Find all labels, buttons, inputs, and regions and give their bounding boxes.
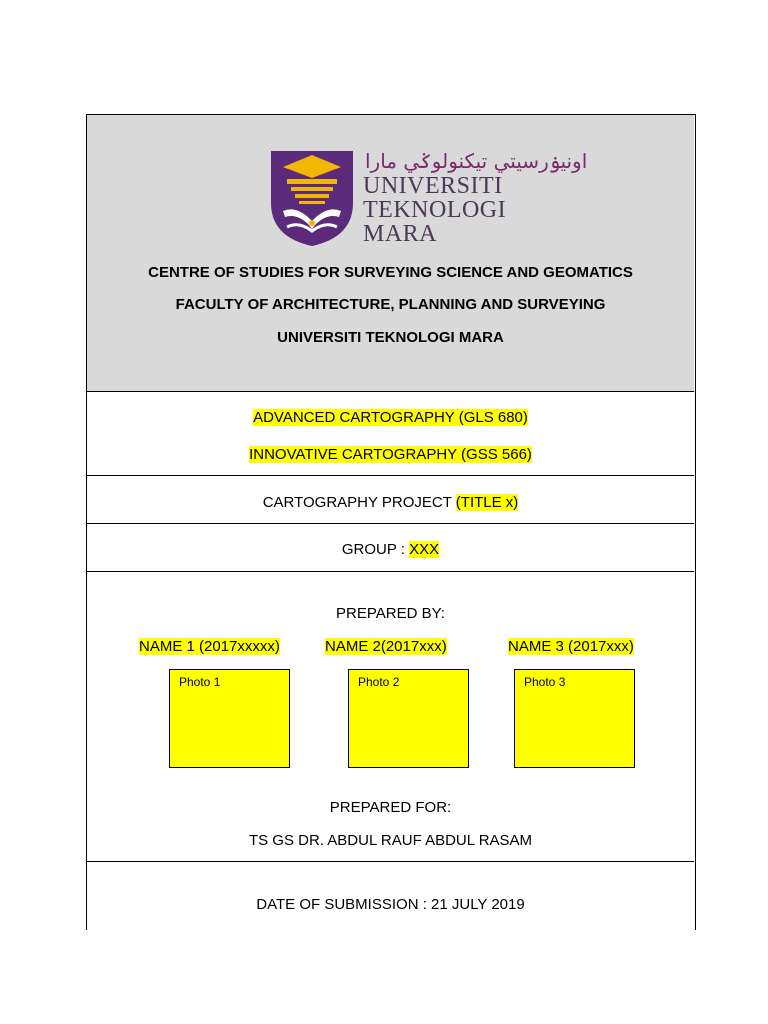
group-value: XXX [409, 541, 440, 558]
member-name-1-text: NAME 1 (2017xxxxx) [139, 638, 280, 655]
prepared-by-label: PREPARED BY: [336, 605, 445, 622]
photo-label-2: Photo 2 [358, 675, 400, 689]
divider [87, 523, 694, 524]
university-name: UNIVERSITI TEKNOLOGI MARA [277, 329, 504, 346]
centre-name: CENTRE OF STUDIES FOR SURVEYING SCIENCE AND GEOMATICS [148, 264, 633, 281]
divider [87, 475, 694, 476]
project-title: (TITLE x) [455, 494, 519, 511]
divider [87, 861, 694, 862]
prepared-for-label: PREPARED FOR: [329, 799, 452, 816]
logo-line-2: TEKNOLOGI [363, 197, 507, 223]
photo-placeholder-1 [169, 669, 290, 768]
header-section [87, 115, 694, 391]
divider [87, 571, 694, 572]
divider [87, 391, 694, 392]
submission-date: DATE OF SUBMISSION : 21 JULY 2019 [256, 896, 525, 913]
member-name-3 [508, 638, 634, 655]
photo-placeholder-2 [348, 669, 469, 768]
course-2-text: INNOVATIVE CARTOGRAPHY (GSS 566) [249, 446, 532, 463]
photo-label-3: Photo 3 [524, 675, 566, 689]
logo-line-3: MARA [363, 221, 438, 247]
logo-line-1: UNIVERSITI [363, 173, 503, 199]
cover-page-frame [86, 114, 696, 930]
project-label: CARTOGRAPHY PROJECT [262, 494, 456, 511]
photo-placeholder-3 [514, 669, 635, 768]
group-row [87, 541, 694, 558]
member-name-2 [325, 638, 447, 655]
uitm-logo [269, 149, 588, 247]
logo-jawi-text: اونيۏرسيتي تيكنولوݢي مارا [365, 149, 588, 173]
photo-label-1: Photo 1 [179, 675, 221, 689]
uitm-crest-icon [269, 151, 355, 247]
member-name-1 [139, 638, 280, 655]
member-name-2-text: NAME 2(2017xxx) [325, 638, 447, 655]
prepared-for-name: TS GS DR. ABDUL RAUF ABDUL RASAM [248, 832, 533, 849]
course-1 [87, 409, 694, 426]
project-title-row [87, 494, 694, 511]
course-2 [87, 446, 694, 463]
faculty-name: FACULTY OF ARCHITECTURE, PLANNING AND SURVEYING [175, 296, 606, 313]
course-1-text: ADVANCED CARTOGRAPHY (GLS 680) [253, 409, 528, 426]
member-name-3-text: NAME 3 (2017xxx) [508, 638, 634, 655]
group-label: GROUP : [341, 541, 410, 558]
